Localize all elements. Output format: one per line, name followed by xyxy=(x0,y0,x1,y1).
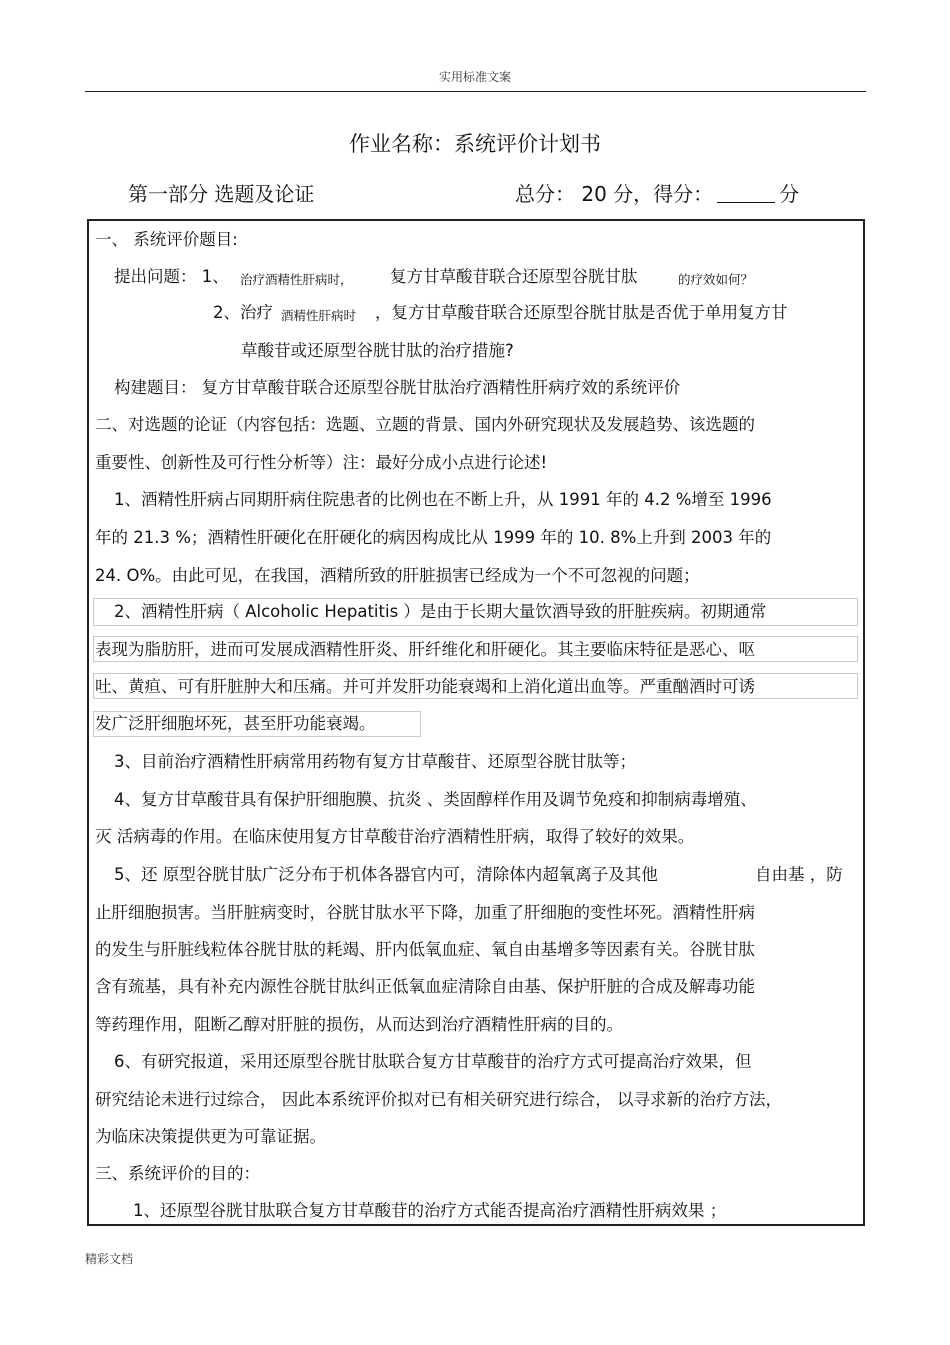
section-3-heading: 三、系统评价的目的： xyxy=(95,1164,260,1183)
paragraph-line: 表现为脂肪肝，进而可发展成酒精性肝炎、肝纤维化和肝硬化。其主要临床特征是恶心、呕 xyxy=(95,640,755,659)
paragraph-line: 年的 21.3 %；酒精性肝硬化在肝硬化的病因构成比从 1999 年的 10. 8%上升到 2003 年的 xyxy=(95,528,772,547)
question-2-label: 2、治疗 xyxy=(213,303,273,322)
question-1-part-b: 复方甘草酸苷联合还原型谷胱甘肽 xyxy=(390,267,638,286)
question-2-part-b: ，复方甘草酸苷联合还原型谷胱甘肽是否优于单用复方甘 xyxy=(375,303,788,322)
question-1-part-c: 的疗效如何？ xyxy=(678,272,754,287)
paragraph-line: 发广泛肝细胞坏死，甚至肝功能衰竭。 xyxy=(95,714,376,733)
section-2-heading: 二、对选题的论证（内容包括：选题、立题的背景、国内外研究现状及发展趋势、该选题的 xyxy=(95,415,755,434)
paragraph-line: 止肝细胞损害。当肝脏病变时，谷胱甘肽水平下降，加重了肝细胞的变性坏死。酒精性肝病 xyxy=(95,903,755,922)
section-2-heading-cont: 重要性、创新性及可行性分析等）注：最好分成小点进行论述! xyxy=(95,453,548,472)
paragraph-line: 为临床决策提供更为可靠证据。 xyxy=(95,1127,326,1146)
section-1-heading: 一、 系统评价题目: xyxy=(95,230,238,249)
paragraph-line: 5、还 原型谷胱甘肽广泛分布于机体各器官内可，清除体内超氧离子及其他 xyxy=(114,865,658,884)
document-title: 作业名称：系统评价计划书 xyxy=(349,132,601,156)
question-2-continued: 草酸苷或还原型谷胱甘肽的治疗措施? xyxy=(241,341,514,360)
paragraph-line: 1、酒精性肝病占同期肝病住院患者的比例也在不断上升，从 1991 年的 4.2 %增至 1996 xyxy=(114,490,772,509)
question-1-part-a: 治疗酒精性肝病时， xyxy=(240,272,353,287)
score-line xyxy=(515,178,799,207)
paragraph-line: 等药理作用，阻断乙醇对肝脏的损伤，从而达到治疗酒精性肝病的目的。 xyxy=(95,1015,623,1034)
question-1-label: 提出问题： 1、 xyxy=(114,267,229,286)
running-footer: 精彩文档 xyxy=(85,1252,134,1266)
paragraph-line: 的发生与肝脏线粒体谷胱甘肽的耗竭、肝内低氧血症、氧自由基增多等因素有关。谷胱甘肽 xyxy=(95,940,755,959)
paragraph-line: 4、复方甘草酸苷具有保护肝细胞膜、抗炎 、类固醇样作用及调节免疫和抑制病毒增殖、 xyxy=(114,790,757,809)
score-unit: 分 xyxy=(779,182,800,206)
paragraph-line: 自由基 ，防 xyxy=(755,865,843,884)
paragraph-line: 灭 活病毒的作用。在临床使用复方甘草酸苷治疗酒精性肝病，取得了较好的效果。 xyxy=(95,827,695,846)
paragraph-line: 1、还原型谷胱甘肽联合复方甘草酸苷的治疗方式能否提高治疗酒精性肝病效果 ； xyxy=(133,1201,727,1220)
running-header: 实用标准文案 xyxy=(438,70,511,84)
header-divider xyxy=(85,91,866,92)
part-heading: 第一部分 选题及论证 xyxy=(128,182,315,206)
score-label: 总分： 20 分，得分： xyxy=(515,182,714,206)
paragraph-line: 2、酒精性肝病（ Alcoholic Hepatitis ）是由于长期大量饮酒导致的肝脏疾病。初期通常 xyxy=(114,602,767,621)
paragraph-line: 研究结论未进行过综合， 因此本系统评价拟对已有相关研究进行综合， 以寻求新的治疗方法， xyxy=(95,1090,782,1109)
score-blank xyxy=(717,184,775,203)
paragraph-line: 6、有研究报道，采用还原型谷胱甘肽联合复方甘草酸苷的治疗方式可提高治疗效果，但 xyxy=(114,1052,752,1071)
paragraph-line: 24. O%。由此可见，在我国，酒精所致的肝脏损害已经成为一个不可忽视的问题； xyxy=(95,566,700,585)
paragraph-line: 含有巯基，具有补充内源性谷胱甘肽纠正低氧血症清除自由基、保护肝脏的合成及解毒功能 xyxy=(95,977,755,996)
constructed-title: 构建题目： 复方甘草酸苷联合还原型谷胱甘肽治疗酒精性肝病疗效的系统评价 xyxy=(114,378,681,397)
paragraph-line: 3、目前治疗酒精性肝病常用药物有复方甘草酸苷、还原型谷胱甘肽等； xyxy=(114,752,636,771)
paragraph-line: 吐、黄疸、可有肝脏肿大和压痛。并可并发肝功能衰竭和上消化道出血等。严重酗酒时可诱 xyxy=(95,677,755,696)
question-2-part-a: 酒精性肝病时 xyxy=(281,308,357,323)
